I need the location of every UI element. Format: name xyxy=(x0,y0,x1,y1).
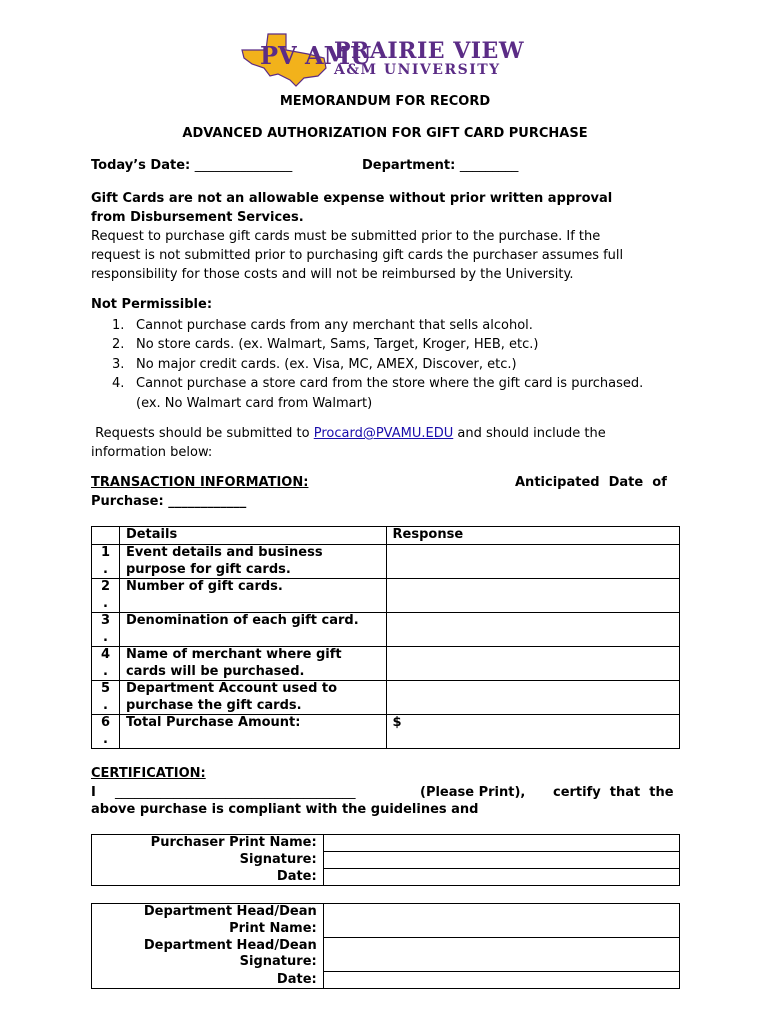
response-cell[interactable] xyxy=(386,681,679,715)
logo-line2: A&M UNIVERSITY xyxy=(334,62,501,78)
row-details: Number of gift cards. xyxy=(119,579,386,613)
response-cell[interactable] xyxy=(386,647,679,681)
transaction-table xyxy=(91,526,680,749)
list-item: 3. No major credit cards. (ex. Visa, MC, AMEX, Discover, etc.) xyxy=(112,356,517,372)
certification-i: I xyxy=(91,785,96,800)
notice-block xyxy=(91,189,691,284)
response-cell[interactable] xyxy=(386,545,679,579)
certification-heading: CERTIFICATION: xyxy=(91,766,206,781)
table-row xyxy=(92,869,680,886)
list-item: 1. Cannot purchase cards from any merchant that sells alcohol. xyxy=(112,318,533,333)
dept-head-signature-table xyxy=(91,903,680,989)
logo-line1: PRAIRIE VIEW xyxy=(334,38,525,64)
table-row xyxy=(92,715,680,749)
table-row xyxy=(92,972,680,989)
purchase-label: Purchase: xyxy=(91,494,164,509)
response-header: Response xyxy=(386,527,679,545)
list-item-continuation: (ex. No Walmart card from Walmart) xyxy=(136,395,373,411)
table-row xyxy=(92,852,680,869)
row-number: 3 . xyxy=(92,613,120,647)
row-number: 2 . xyxy=(92,579,120,613)
university-logo xyxy=(238,32,538,88)
department-field[interactable]: _________ xyxy=(459,158,519,173)
details-header: Details xyxy=(119,527,386,545)
certification-line2: above purchase is compliant with the guidelines and xyxy=(91,802,479,817)
purchaser-signature-field[interactable] xyxy=(323,852,679,869)
purchase-date-row xyxy=(91,494,246,509)
notice-line3: responsibility for those costs and will not be reimbursed by the University. xyxy=(91,267,574,282)
table-row xyxy=(92,938,680,972)
notice-bold-line1: Gift Cards are not an allowable expense without prior written approval xyxy=(91,191,613,206)
row-details: Name of merchant where gift cards will be purchased. xyxy=(119,647,386,681)
row-details: Total Purchase Amount: xyxy=(119,715,386,749)
dept-head-date-label: Date: xyxy=(92,972,324,989)
dept-head-date-field[interactable] xyxy=(323,972,679,989)
department-row xyxy=(362,158,518,173)
procard-email-link[interactable]: Procard@PVAMU.EDU xyxy=(313,426,454,441)
notice-line2: request is not submitted prior to purchasing gift cards the purchaser assumes full xyxy=(91,248,624,263)
row-details: Department Account used to purchase the gift cards. xyxy=(119,681,386,715)
dept-head-print-name-label: Department Head/Dean Print Name: xyxy=(92,904,324,938)
response-cell[interactable] xyxy=(386,579,679,613)
certification-name-field[interactable]: _____________________________________ xyxy=(115,785,356,800)
table-row xyxy=(92,681,680,715)
purchaser-date-field[interactable] xyxy=(323,869,679,886)
date-label: Today’s Date: xyxy=(91,158,191,173)
anticipated-date-label: Anticipated Date of xyxy=(515,475,667,490)
purchase-date-field[interactable]: ____________ xyxy=(168,494,247,509)
table-row xyxy=(92,647,680,681)
list-item: 4. Cannot purchase a store card from the store where the gift card is purchased. xyxy=(112,376,644,392)
table-header-row xyxy=(92,527,680,545)
row-number: 6 . xyxy=(92,715,120,749)
table-row xyxy=(92,835,680,852)
dept-head-signature-label: Department Head/Dean Signature: xyxy=(92,938,324,972)
department-label: Department: xyxy=(362,158,456,173)
notice-line1: Request to purchase gift cards must be submitted prior to the purchase. If the xyxy=(91,229,601,244)
memo-title: MEMORANDUM FOR RECORD xyxy=(279,94,491,109)
not-permissible-heading: Not Permissible: xyxy=(91,297,213,312)
not-permissible-list xyxy=(112,316,702,413)
submit-instructions: Requests should be submitted to Procard@PVAMU.EDU and should include the xyxy=(91,426,606,441)
transaction-heading: TRANSACTION INFORMATION: xyxy=(91,475,309,490)
memo-subtitle: ADVANCED AUTHORIZATION FOR GIFT CARD PURCHASE xyxy=(182,126,588,141)
purchaser-signature-table xyxy=(91,834,680,886)
row-details: Event details and business purpose for gift cards. xyxy=(119,545,386,579)
logo-mark-text: PV AMU xyxy=(260,41,372,70)
notice-bold-line2: from Disbursement Services. xyxy=(91,210,304,225)
certify-label: certify that the xyxy=(553,785,674,800)
table-row xyxy=(92,545,680,579)
purchaser-date-label: Date: xyxy=(92,869,324,886)
list-item: 2. No store cards. (ex. Walmart, Sams, Target, Kroger, HEB, etc.) xyxy=(112,337,539,353)
table-row xyxy=(92,904,680,938)
row-number: 4 . xyxy=(92,647,120,681)
row-number: 1 . xyxy=(92,545,120,579)
response-cell[interactable] xyxy=(386,613,679,647)
purchaser-signature-label: Signature: xyxy=(92,852,324,869)
date-field[interactable]: _______________ xyxy=(194,158,293,173)
table-cell xyxy=(92,527,120,545)
row-details: Denomination of each gift card. xyxy=(119,613,386,647)
date-row xyxy=(91,158,292,173)
table-row xyxy=(92,613,680,647)
texas-mark-icon xyxy=(238,32,372,88)
row-number: 5 . xyxy=(92,681,120,715)
please-print-label: (Please Print), xyxy=(420,785,526,800)
purchaser-print-name-field[interactable] xyxy=(323,835,679,852)
response-cell[interactable]: $ xyxy=(386,715,679,749)
dept-head-signature-field[interactable] xyxy=(323,938,679,972)
table-row xyxy=(92,579,680,613)
submit-instructions-line2: information below: xyxy=(91,445,213,460)
purchaser-print-name-label: Purchaser Print Name: xyxy=(92,835,324,852)
dept-head-print-name-field[interactable] xyxy=(323,904,679,938)
